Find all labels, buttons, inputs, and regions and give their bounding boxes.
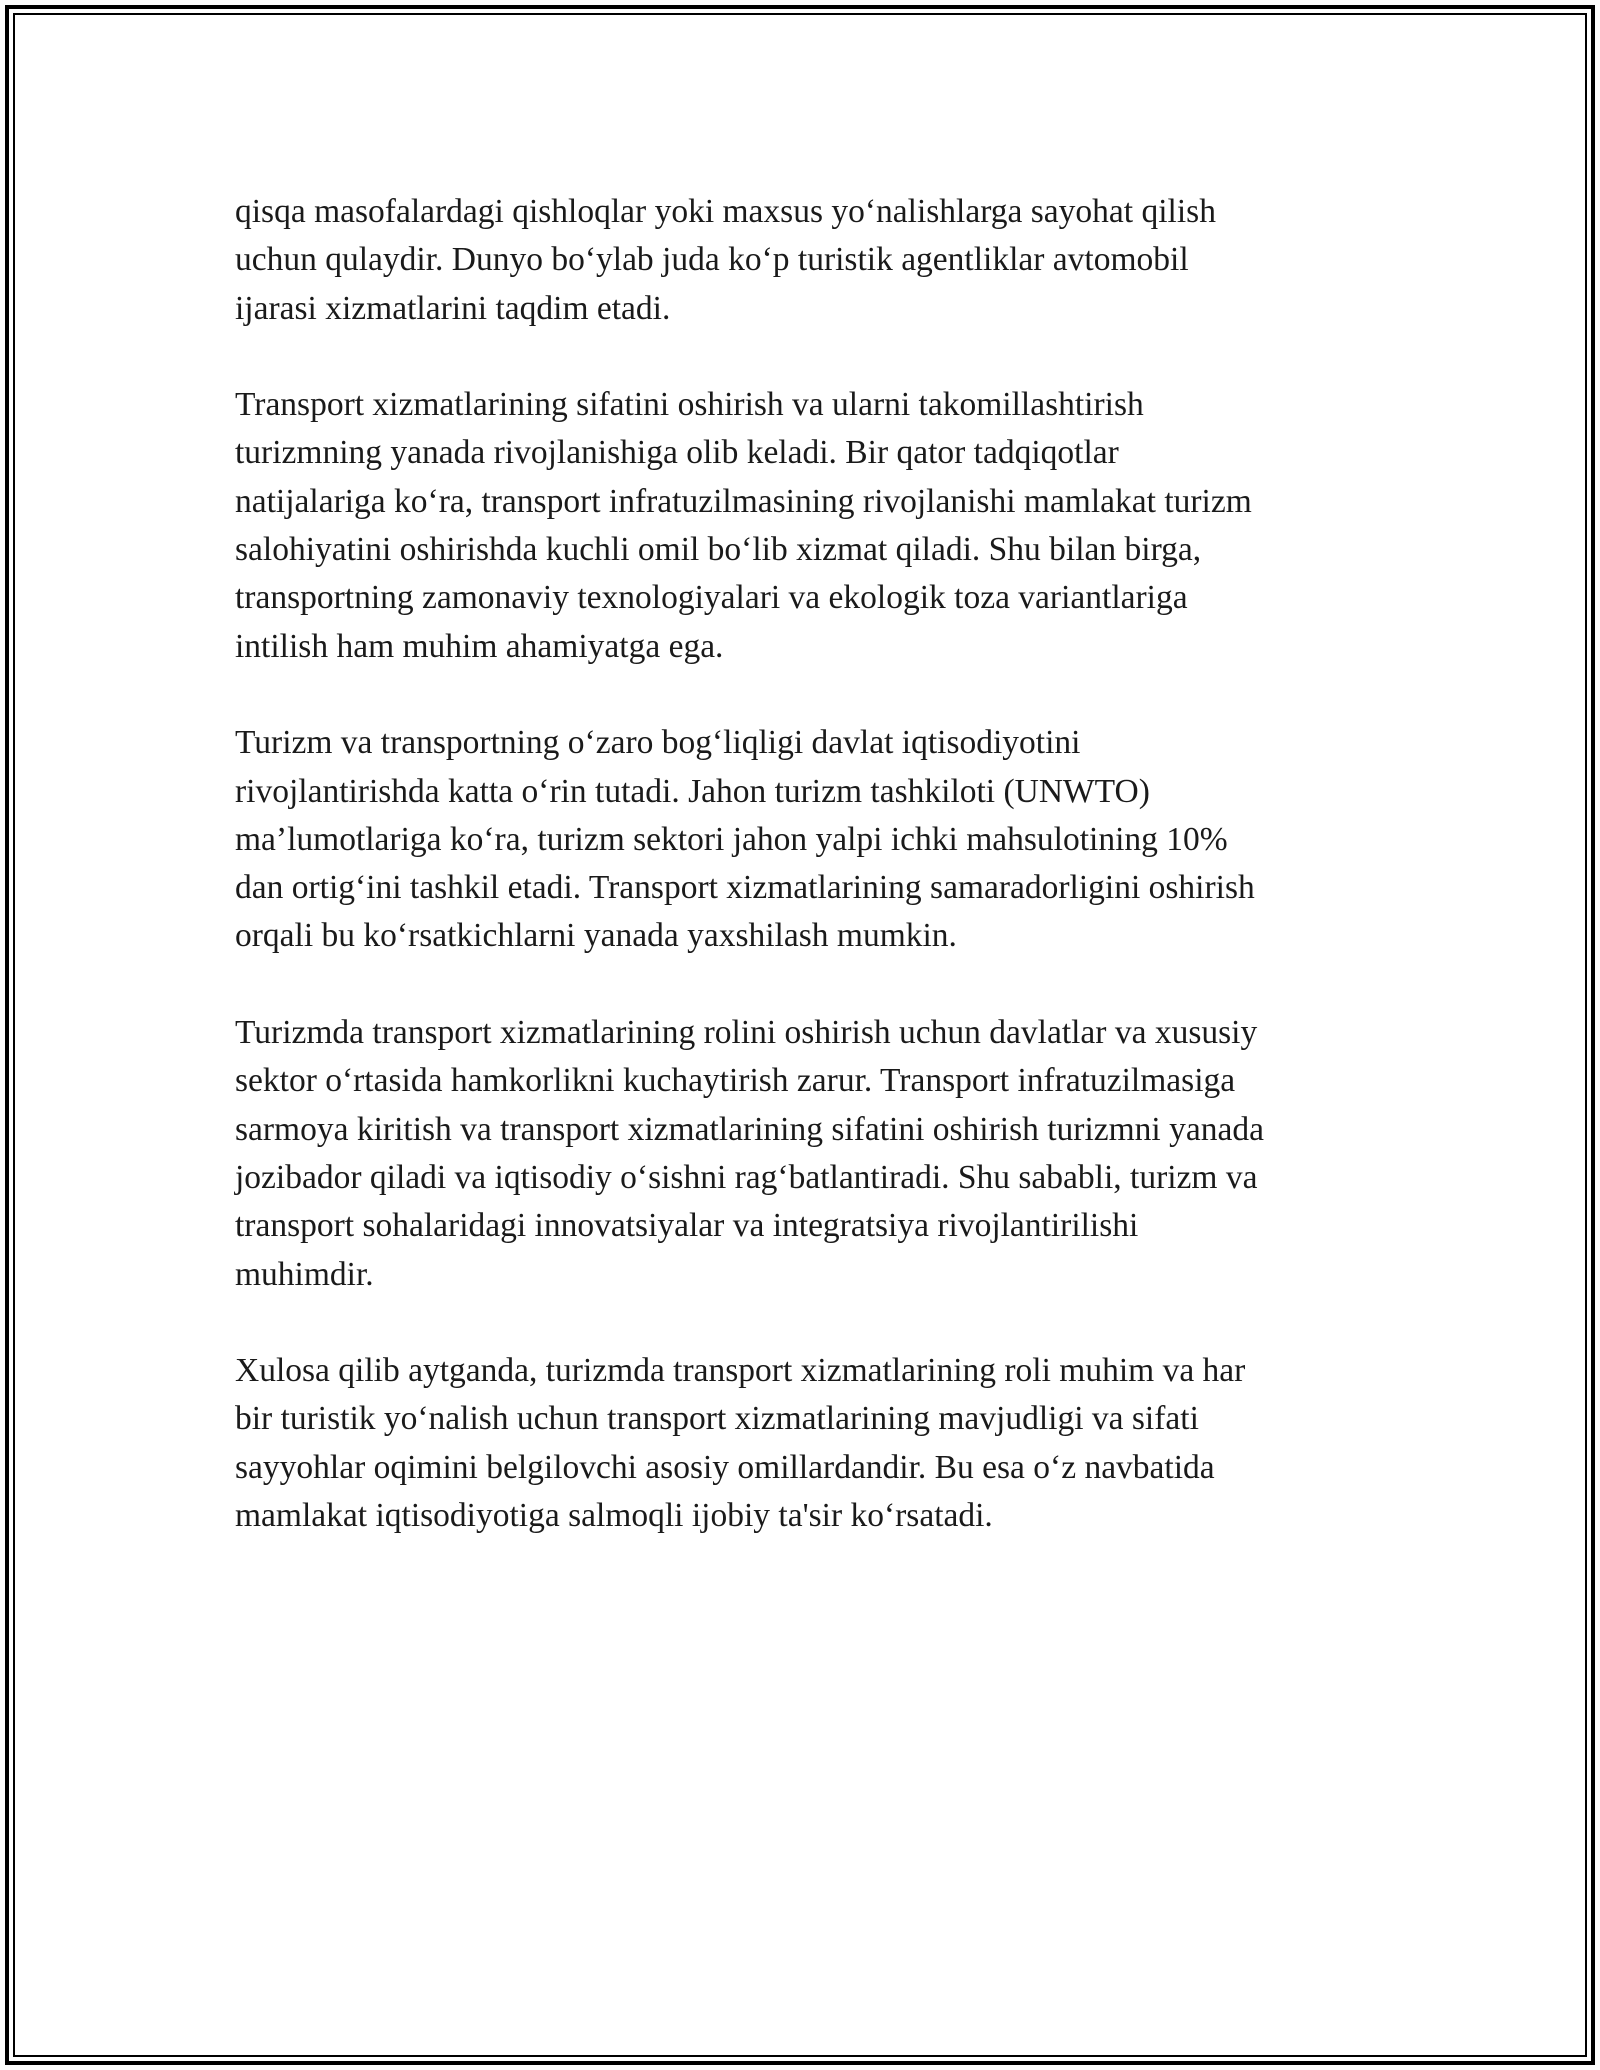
paragraph-2: Transport xizmatlarining sifatini oshirish va ularni takomillashtirish turizmning yanada rivojlanishiga olib keladi. Bir qator tadqiqotlar natijalariga koʻra, transport infratuzilmasining rivojlanishi mamlakat turizm salohiyatini oshirishda kuchli omil boʻlib xizmat qiladi. Shu bilan birga, transportning zamonaviy texnologiyalari va ekologik toza variantlariga intilish ham muhim ahamiyatga ega. xyxy=(235,386,1252,665)
paragraph-4: Turizmda transport xizmatlarining rolini oshirish uchun davlatlar va xususiy sektor oʻrtasida hamkorlikni kuchaytirish zarur. Transport infratuzilmasiga sarmoya kiritish va transport xizmatlarining sifatini oshirish turizmni yanada jozibador qiladi va iqtisodiy oʻsishni ragʻbatlantiradi. Shu sababli, turizm va transport sohalaridagi innovatsiyalar va integratsiya rivojlantirilishi muhimdir. xyxy=(235,1014,1264,1293)
paragraph-1: qisqa masofalardagi qishloqlar yoki maxsus yoʻnalishlarga sayohat qilish uchun qulaydir. Dunyo boʻylab juda koʻp turistik agentliklar avtomobil ijarasi xizmatlarini taqdim etadi. xyxy=(235,193,1216,327)
document-body xyxy=(235,188,1375,1589)
paragraph-3: Turizm va transportning oʻzaro bogʻliqligi davlat iqtisodiyotini rivojlantirishda katta oʻrin tutadi. Jahon turizm tashkiloti (UNWTO) ma’lumotlariga koʻra, turizm sektori jahon yalpi ichki mahsulotining 10% dan ortigʻini tashkil etadi. Transport xizmatlarining samaradorligini oshirish orqali bu koʻrsatkichlarni yanada yaxshilash mumkin. xyxy=(235,724,1255,955)
paragraph-5: Xulosa qilib aytganda, turizmda transport xizmatlarining roli muhim va har bir turistik yoʻnalish uchun transport xizmatlarining mavjudligi va sifati sayyohlar oqimini belgilovchi asosiy omillardandir. Bu esa oʻz navbatida mamlakat iqtisodiyotiga salmoqli ijobiy ta'sir koʻrsatadi. xyxy=(235,1352,1246,1535)
